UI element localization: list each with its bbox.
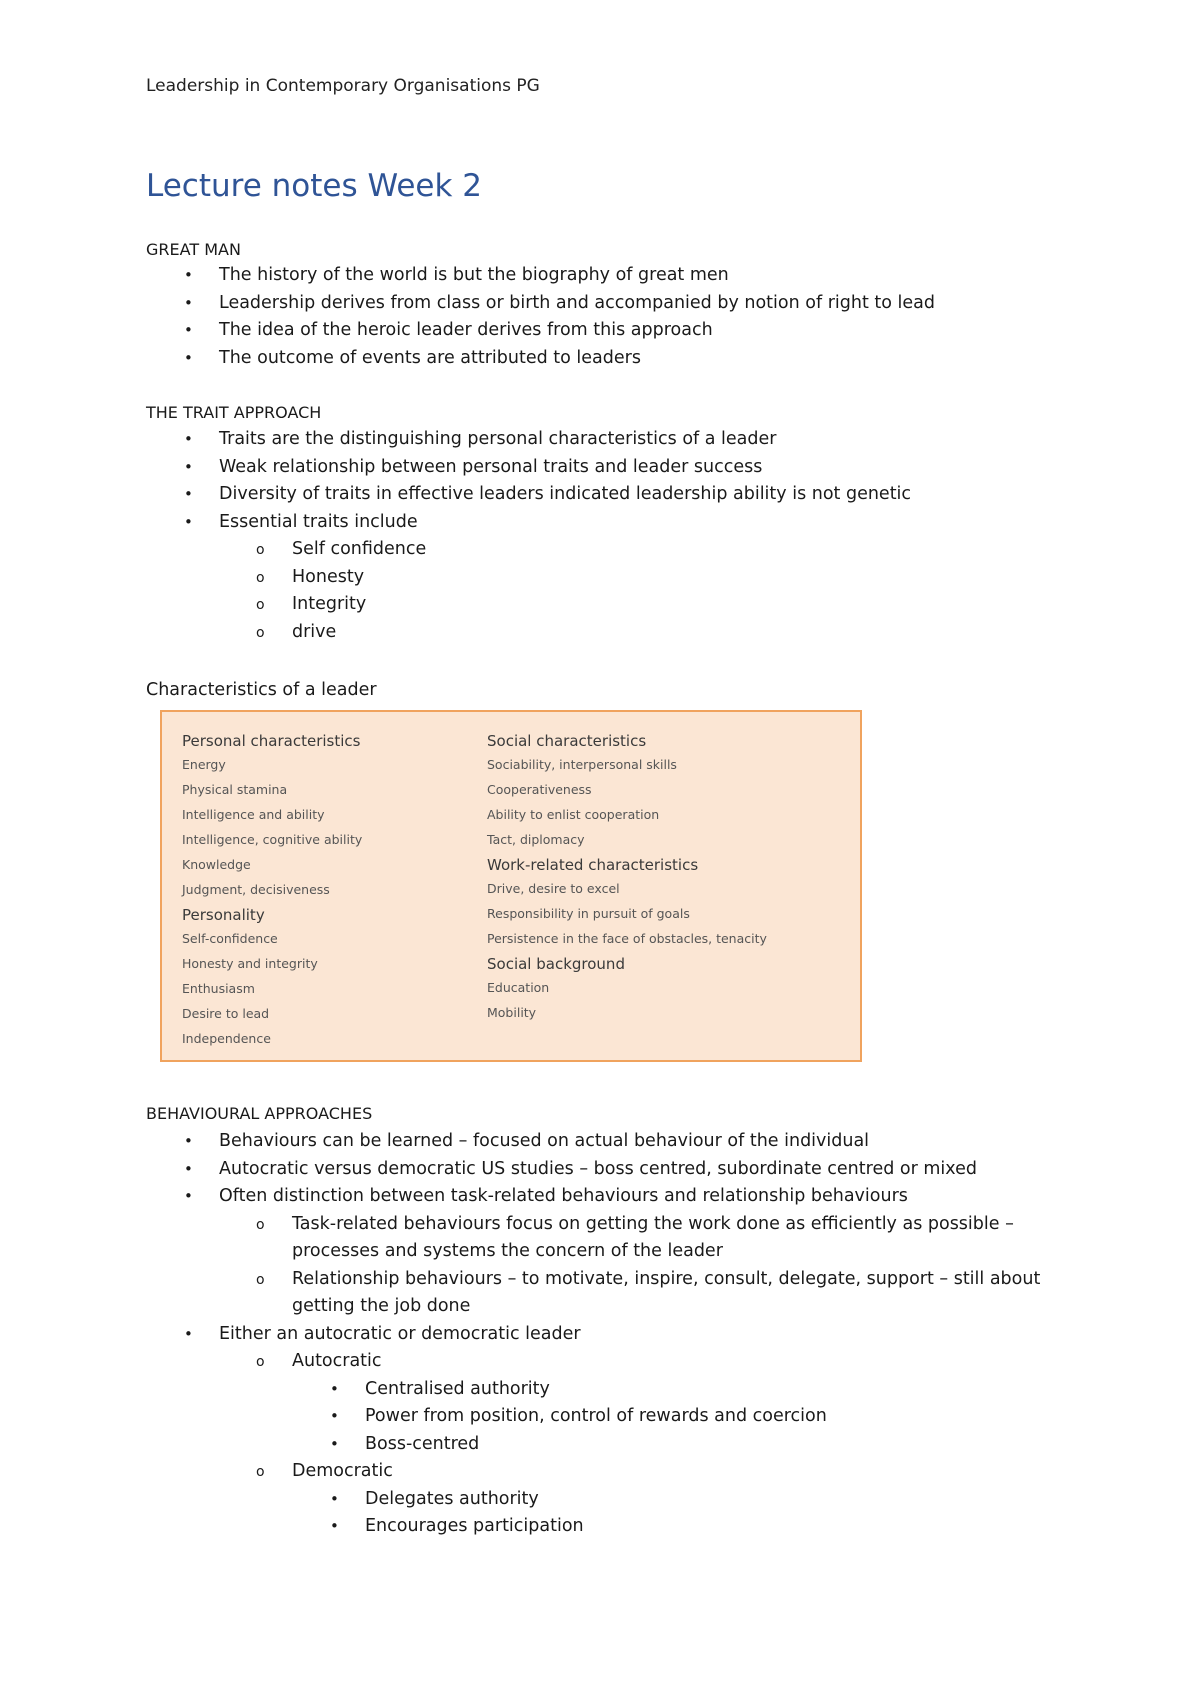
figure-item: Knowledge	[182, 857, 251, 872]
behavioural-list	[146, 1128, 1086, 1541]
list-item: • Delegates authority	[146, 1486, 1086, 1514]
bullet-icon: •	[330, 1379, 339, 1398]
bullet-icon: •	[184, 430, 193, 448]
list-item: o Honesty	[146, 564, 1086, 592]
characteristics-figure	[160, 710, 862, 1062]
list-item: • Encourages participation	[146, 1513, 1086, 1541]
figure-heading: Work-related characteristics	[487, 856, 699, 874]
list-item: o Democratic	[146, 1458, 1086, 1486]
list-item: • Essential traits include	[146, 509, 1086, 537]
figure-item: Mobility	[487, 1005, 537, 1020]
figure-item: Judgment, decisiveness	[182, 882, 330, 897]
great-man-list	[146, 262, 1086, 372]
bullet-icon: •	[330, 1517, 339, 1535]
bullet-icon: •	[184, 1159, 193, 1178]
trait-list	[146, 426, 1086, 646]
bullet-icon: •	[184, 1324, 193, 1343]
figure-item: Drive, desire to excel	[487, 881, 620, 896]
figure-item: Intelligence and ability	[182, 807, 325, 822]
sub-bullet-icon: o	[256, 569, 265, 586]
figure-item: Independence	[182, 1031, 271, 1046]
figure-item: Desire to lead	[182, 1006, 270, 1021]
list-item: • Traits are the distinguishing personal characteristics of a leader	[146, 426, 1086, 454]
bullet-icon: •	[330, 1489, 339, 1508]
list-item: o Integrity	[146, 591, 1086, 619]
bullet-icon: •	[184, 266, 193, 284]
sub-bullet-icon: o	[256, 1216, 265, 1233]
list-item: • The history of the world is but the biography of great men	[146, 262, 1086, 290]
figure-heading: Personality	[182, 906, 265, 924]
list-item: • Centralised authority	[146, 1376, 1086, 1404]
figure-heading: Personal characteristics	[182, 732, 361, 750]
page-header: Leadership in Contemporary Organisations PG	[146, 76, 540, 96]
figure-item: Ability to enlist cooperation	[487, 807, 660, 822]
list-item: • Behaviours can be learned – focused on actual behaviour of the individual	[146, 1128, 1086, 1156]
figure-item: Self-confidence	[182, 931, 278, 946]
sub-bullet-icon: o	[256, 597, 265, 613]
bullet-icon: •	[184, 485, 193, 503]
sub-bullet-icon: o	[256, 1464, 265, 1480]
list-item: o Relationship behaviours – to motivate, inspire, consult, delegate, support – still about getting the job done	[256, 1268, 1041, 1316]
bullet-icon: •	[184, 457, 193, 476]
bullet-icon: •	[184, 1187, 193, 1205]
bullet-icon: •	[184, 293, 193, 312]
bullet-icon: •	[184, 321, 193, 339]
section-heading-trait-approach: THE TRAIT APPROACH	[146, 403, 322, 422]
figure-item: Intelligence, cognitive ability	[182, 832, 363, 847]
sub-bullet-icon: o	[256, 1354, 265, 1370]
figure-caption: Characteristics of a leader	[146, 680, 377, 700]
sub-bullet-icon: o	[256, 542, 265, 558]
list-item: • Power from position, control of rewards and coercion	[146, 1403, 1086, 1431]
figure-item: Tact, diplomacy	[487, 832, 585, 847]
sub-bullet-icon: o	[256, 624, 265, 641]
list-item: • Often distinction between task-related behaviours and relationship behaviours	[146, 1183, 1086, 1211]
figure-item: Honesty and integrity	[182, 956, 318, 971]
list-item: • Boss-centred	[146, 1431, 1086, 1459]
list-item: o drive	[146, 619, 1086, 647]
list-item: • Leadership derives from class or birth and accompanied by notion of right to lead	[146, 290, 1086, 318]
page-title: Lecture notes Week 2	[146, 168, 482, 204]
bullet-icon: •	[184, 512, 193, 531]
bullet-icon: •	[330, 1434, 339, 1453]
bullet-icon: •	[184, 1132, 193, 1150]
figure-item: Energy	[182, 757, 226, 772]
sub-bullet-icon: o	[256, 1271, 265, 1288]
section-heading-great-man: GREAT MAN	[146, 240, 241, 259]
figure-item: Physical stamina	[182, 782, 288, 797]
section-heading-behavioural: BEHAVIOURAL APPROACHES	[146, 1104, 373, 1123]
list-item: • The outcome of events are attributed to leaders	[146, 345, 1086, 373]
figure-item: Education	[487, 980, 550, 995]
figure-item: Sociability, interpersonal skills	[487, 757, 677, 772]
figure-right-column	[487, 726, 767, 1025]
figure-item: Cooperativeness	[487, 782, 592, 797]
bullet-icon: •	[330, 1407, 339, 1425]
bullet-icon: •	[184, 348, 193, 367]
figure-item: Enthusiasm	[182, 981, 255, 996]
figure-item: Responsibility in pursuit of goals	[487, 906, 690, 921]
figure-left-column	[182, 726, 362, 1051]
figure-heading: Social characteristics	[487, 732, 647, 750]
figure-heading: Social background	[487, 955, 625, 973]
list-item: o Autocratic	[146, 1348, 1086, 1376]
list-item: • Either an autocratic or democratic leader	[146, 1321, 1086, 1349]
list-item: • The idea of the heroic leader derives from this approach	[146, 317, 1086, 345]
figure-item: Persistence in the face of obstacles, tenacity	[487, 931, 767, 946]
list-item: • Weak relationship between personal traits and leader success	[146, 454, 1086, 482]
list-item: o Self confidence	[146, 536, 1086, 564]
list-item: • Autocratic versus democratic US studies – boss centred, subordinate centred or mixed	[146, 1156, 1086, 1184]
list-item: o Task-related behaviours focus on getting the work done as efficiently as possible – processes and systems the concern of the leader	[256, 1213, 1014, 1261]
list-item: • Diversity of traits in effective leaders indicated leadership ability is not genetic	[146, 481, 1086, 509]
